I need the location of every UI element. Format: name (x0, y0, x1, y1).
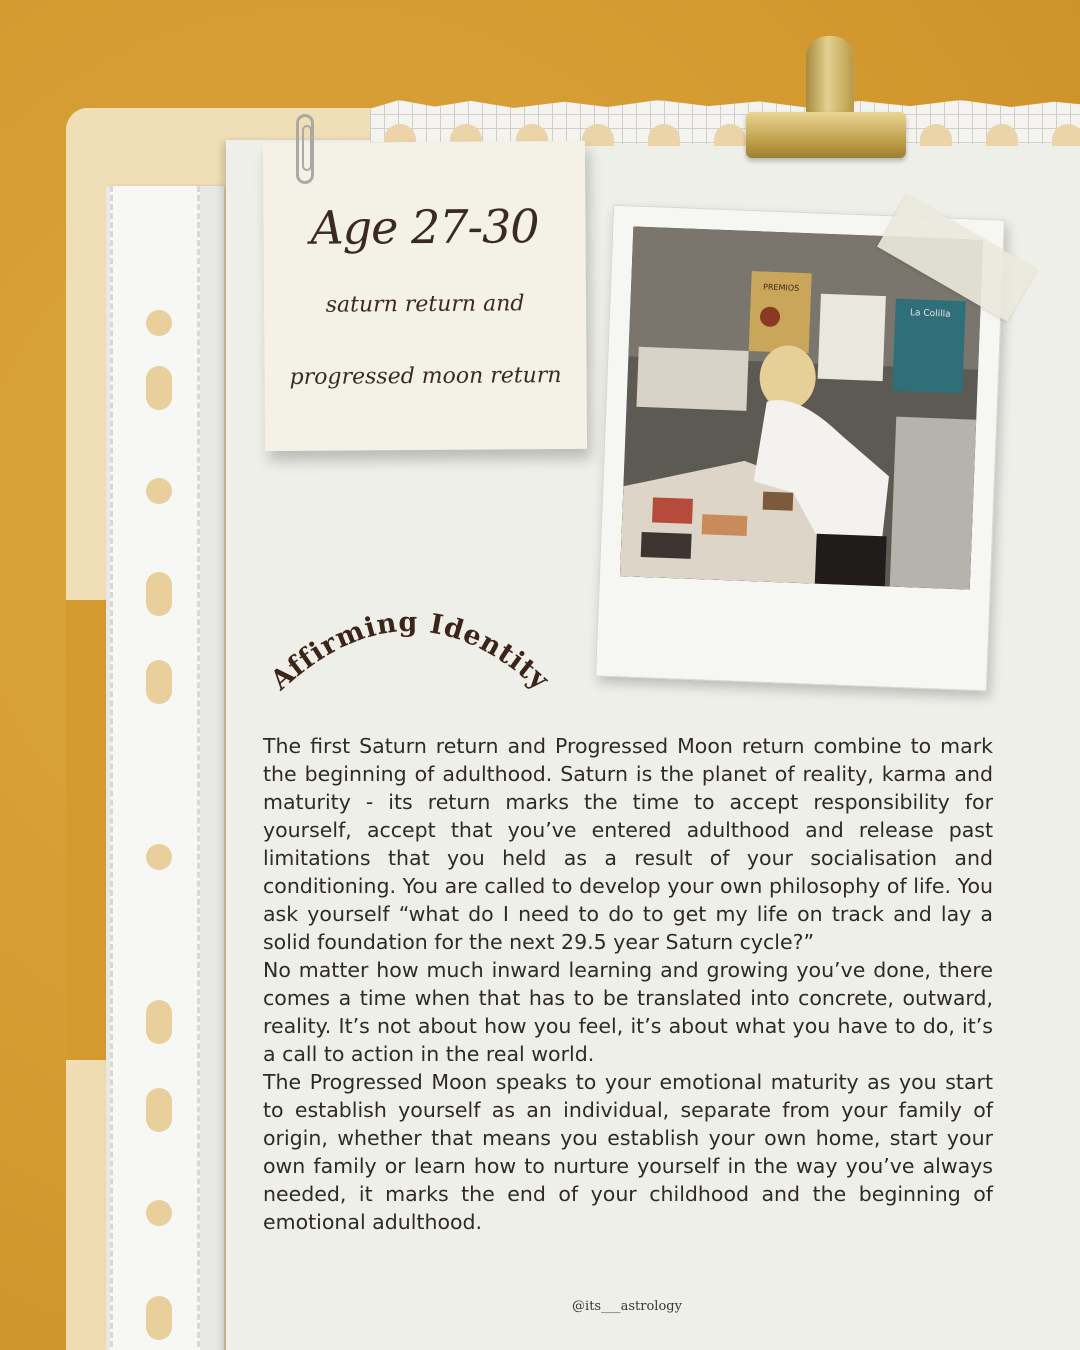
note-subtitle-line2: progressed moon return (289, 363, 562, 390)
section-heading (250, 580, 570, 710)
svg-text:Affirming Identity (264, 607, 555, 697)
binder-hole (146, 660, 172, 704)
poster (818, 294, 886, 381)
binder-hole (146, 572, 172, 616)
binder-hole (146, 1088, 172, 1132)
author-handle: @its___astrology (572, 1299, 682, 1314)
poster-label: La Colilla (909, 308, 951, 320)
paragraph: The first Saturn return and Progressed Moon return combine to mark the beginning of adulthood. Saturn is the planet of reality, karma and maturity - its return marks the time to accept responsibility for yourself, accept that you’ve entered adulthood and release past limitations that you held as a result of your socialisation and conditioning. You are called to develop your own philosophy of life. You ask yourself “what do I need to do to get my life on track and lay a solid foundation for the next 29.5 year Saturn cycle?” (263, 734, 993, 954)
body-text (263, 732, 993, 1236)
binder-hole (146, 844, 172, 870)
heading-text: Affirming Identity (264, 606, 556, 697)
binder-hole (146, 1200, 172, 1226)
scallop-edge (1052, 124, 1080, 146)
poster-label: PREMIOS (762, 282, 800, 293)
paperclip-icon (296, 114, 314, 184)
binder-strip (110, 186, 200, 1350)
note-subtitle-line1: saturn return and (325, 291, 525, 318)
binder-hole (146, 366, 172, 410)
note-title: Age 27-30 (310, 199, 539, 255)
binder-hole (146, 478, 172, 504)
bulldog-clip-icon (806, 36, 854, 120)
folder-notch (66, 600, 106, 1060)
binder-hole (146, 310, 172, 336)
binder-hole (146, 1000, 172, 1044)
paragraph: No matter how much inward learning and growing you’ve done, there comes a time when that has to be translated into concrete, outward, reality. It’s not about how you feel, it’s about what you have to do, it’s a call to action in the real world. (263, 958, 993, 1066)
sticky-note (263, 141, 587, 451)
photo-woman-at-desk (620, 226, 983, 589)
photo-illustration (620, 226, 983, 589)
paragraph: The Progressed Moon speaks to your emotional maturity as you start to establish yourself as an individual, separate from your family of origin, whether that means you establish your own home, start your own family or learn how to nurture yourself in the way you’ve always needed, it marks the end of your childhood and the beginning of emotional adulthood. (263, 1070, 993, 1234)
bulldog-clip-base (746, 112, 906, 158)
